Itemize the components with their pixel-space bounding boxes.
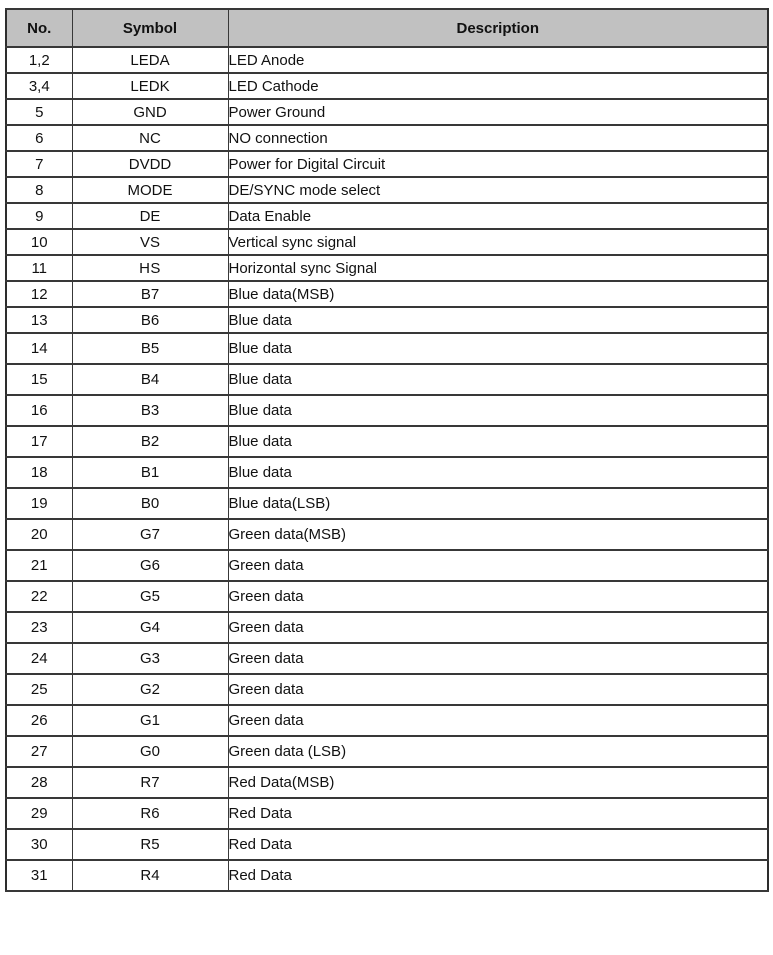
cell-symbol: LEDK — [72, 73, 228, 99]
cell-no: 25 — [6, 674, 72, 705]
cell-description: Red Data — [228, 798, 768, 829]
cell-symbol: G4 — [72, 612, 228, 643]
table-row — [6, 550, 768, 581]
cell-no: 7 — [6, 151, 72, 177]
cell-description: Green data — [228, 643, 768, 674]
cell-no: 15 — [6, 364, 72, 395]
cell-description: Power for Digital Circuit — [228, 151, 768, 177]
table-row — [6, 177, 768, 203]
cell-symbol: LEDA — [72, 47, 228, 73]
cell-description: Vertical sync signal — [228, 229, 768, 255]
cell-description: Blue data — [228, 364, 768, 395]
cell-description: NO connection — [228, 125, 768, 151]
cell-no: 28 — [6, 767, 72, 798]
table-body — [6, 47, 768, 891]
cell-description: Blue data(MSB) — [228, 281, 768, 307]
cell-description: Green data(MSB) — [228, 519, 768, 550]
cell-no: 26 — [6, 705, 72, 736]
cell-no: 27 — [6, 736, 72, 767]
table-row — [6, 229, 768, 255]
cell-symbol: G1 — [72, 705, 228, 736]
table-row — [6, 581, 768, 612]
cell-no: 20 — [6, 519, 72, 550]
column-header-symbol: Symbol — [72, 9, 228, 47]
cell-symbol: B3 — [72, 395, 228, 426]
cell-symbol: B0 — [72, 488, 228, 519]
cell-no: 11 — [6, 255, 72, 281]
cell-symbol: B7 — [72, 281, 228, 307]
table-row — [6, 736, 768, 767]
cell-no: 18 — [6, 457, 72, 488]
cell-symbol: B4 — [72, 364, 228, 395]
table-row — [6, 73, 768, 99]
cell-no: 31 — [6, 860, 72, 891]
cell-no: 17 — [6, 426, 72, 457]
cell-description: Blue data — [228, 307, 768, 333]
table-row — [6, 395, 768, 426]
cell-no: 24 — [6, 643, 72, 674]
cell-description: Green data — [228, 612, 768, 643]
cell-description: Horizontal sync Signal — [228, 255, 768, 281]
cell-description: Blue data — [228, 395, 768, 426]
table-row — [6, 860, 768, 891]
table-row — [6, 488, 768, 519]
cell-no: 14 — [6, 333, 72, 364]
cell-no: 19 — [6, 488, 72, 519]
cell-no: 22 — [6, 581, 72, 612]
cell-symbol: B1 — [72, 457, 228, 488]
cell-symbol: B2 — [72, 426, 228, 457]
cell-symbol: GND — [72, 99, 228, 125]
table-row — [6, 47, 768, 73]
table-header — [6, 9, 768, 47]
cell-no: 23 — [6, 612, 72, 643]
table-row — [6, 364, 768, 395]
cell-symbol: DVDD — [72, 151, 228, 177]
cell-description: Green data — [228, 705, 768, 736]
column-header-description: Description — [228, 9, 768, 47]
table-row — [6, 426, 768, 457]
table-row — [6, 203, 768, 229]
cell-no: 6 — [6, 125, 72, 151]
cell-symbol: VS — [72, 229, 228, 255]
cell-no: 5 — [6, 99, 72, 125]
table-row — [6, 281, 768, 307]
cell-description: DE/SYNC mode select — [228, 177, 768, 203]
cell-no: 10 — [6, 229, 72, 255]
cell-description: Blue data — [228, 333, 768, 364]
cell-symbol: G3 — [72, 643, 228, 674]
table-row — [6, 457, 768, 488]
cell-description: Red Data(MSB) — [228, 767, 768, 798]
cell-symbol: R7 — [72, 767, 228, 798]
cell-description: LED Anode — [228, 47, 768, 73]
cell-no: 3,4 — [6, 73, 72, 99]
cell-symbol: HS — [72, 255, 228, 281]
cell-description: Green data — [228, 581, 768, 612]
cell-symbol: NC — [72, 125, 228, 151]
cell-symbol: MODE — [72, 177, 228, 203]
pin-description-table — [5, 8, 769, 892]
table-row — [6, 151, 768, 177]
column-header-no: No. — [6, 9, 72, 47]
cell-description: Data Enable — [228, 203, 768, 229]
cell-description: Blue data — [228, 426, 768, 457]
cell-no: 8 — [6, 177, 72, 203]
cell-no: 16 — [6, 395, 72, 426]
table-row — [6, 705, 768, 736]
table-row — [6, 255, 768, 281]
cell-description: LED Cathode — [228, 73, 768, 99]
table-row — [6, 519, 768, 550]
table-row — [6, 125, 768, 151]
table-row — [6, 829, 768, 860]
cell-description: Red Data — [228, 829, 768, 860]
cell-symbol: B5 — [72, 333, 228, 364]
cell-no: 12 — [6, 281, 72, 307]
table-row — [6, 643, 768, 674]
cell-no: 9 — [6, 203, 72, 229]
table-row — [6, 767, 768, 798]
header-row — [6, 9, 768, 47]
cell-symbol: G5 — [72, 581, 228, 612]
cell-description: Blue data(LSB) — [228, 488, 768, 519]
cell-description: Green data (LSB) — [228, 736, 768, 767]
cell-no: 1,2 — [6, 47, 72, 73]
cell-description: Power Ground — [228, 99, 768, 125]
cell-description: Green data — [228, 550, 768, 581]
cell-no: 13 — [6, 307, 72, 333]
table-row — [6, 333, 768, 364]
cell-no: 29 — [6, 798, 72, 829]
cell-description: Red Data — [228, 860, 768, 891]
cell-symbol: G2 — [72, 674, 228, 705]
pin-description-table-container — [5, 8, 769, 892]
cell-symbol: G0 — [72, 736, 228, 767]
cell-symbol: R5 — [72, 829, 228, 860]
table-row — [6, 307, 768, 333]
cell-symbol: G7 — [72, 519, 228, 550]
table-row — [6, 798, 768, 829]
cell-symbol: G6 — [72, 550, 228, 581]
table-row — [6, 612, 768, 643]
cell-symbol: R6 — [72, 798, 228, 829]
cell-symbol: R4 — [72, 860, 228, 891]
cell-description: Blue data — [228, 457, 768, 488]
cell-symbol: B6 — [72, 307, 228, 333]
cell-symbol: DE — [72, 203, 228, 229]
cell-no: 21 — [6, 550, 72, 581]
cell-no: 30 — [6, 829, 72, 860]
table-row — [6, 99, 768, 125]
cell-description: Green data — [228, 674, 768, 705]
table-row — [6, 674, 768, 705]
